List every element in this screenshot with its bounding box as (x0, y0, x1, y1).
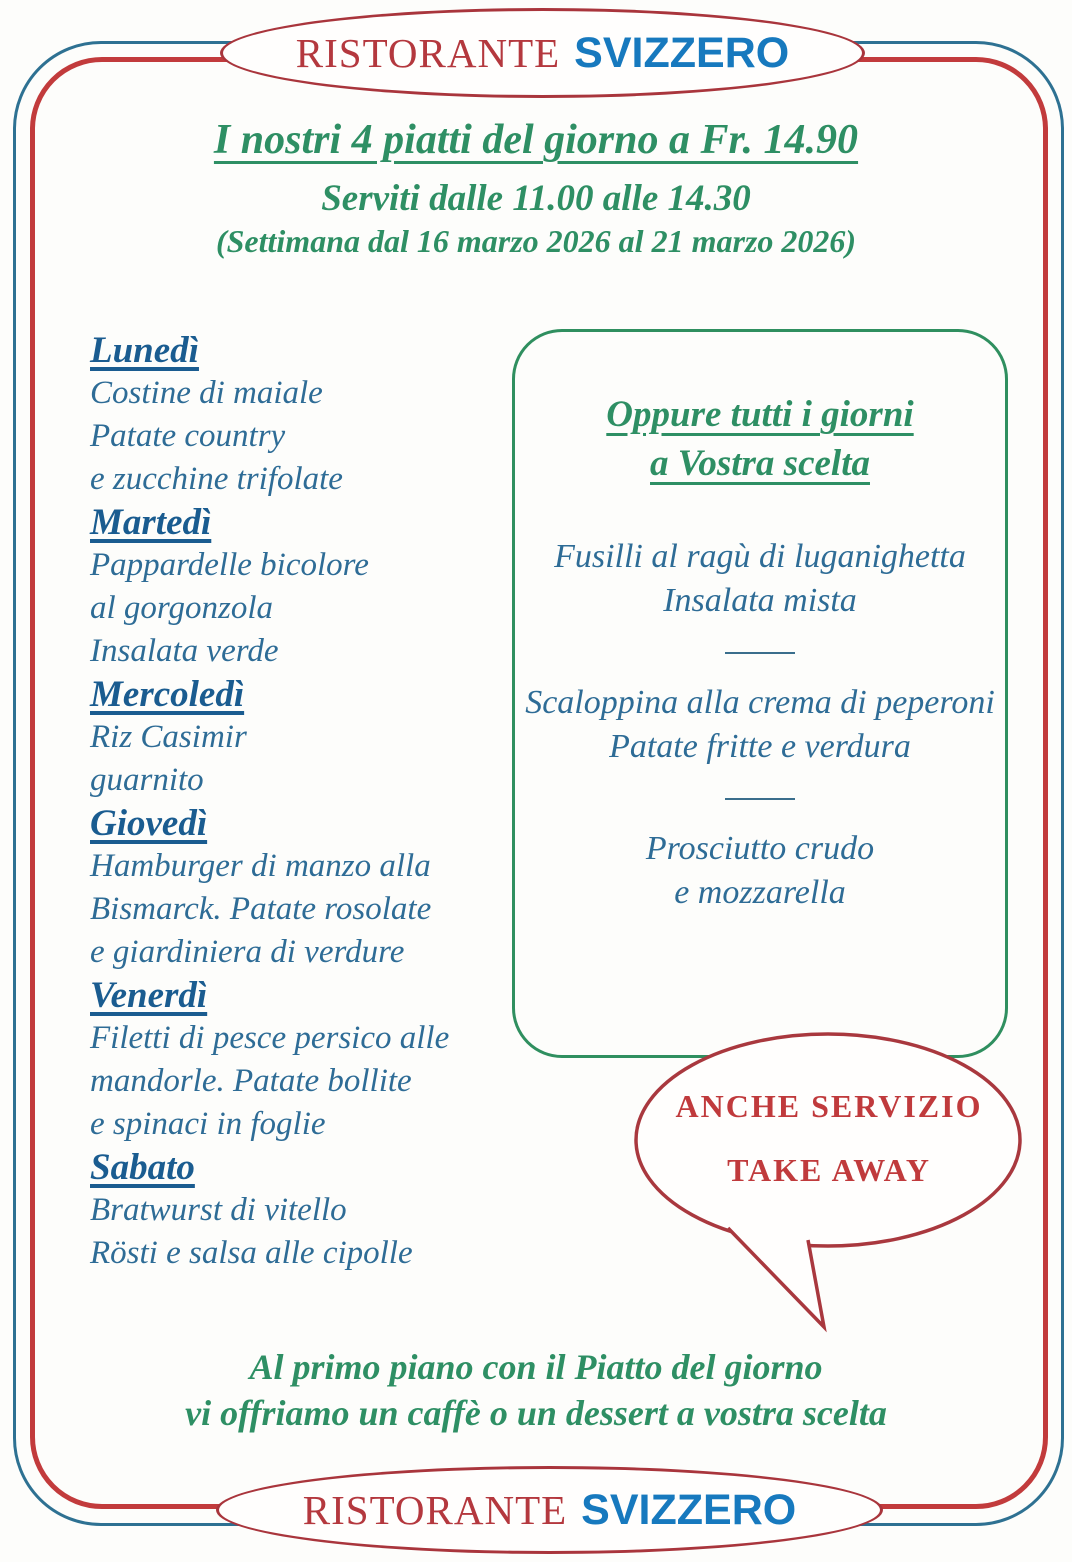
day-name: Sabato (90, 1147, 195, 1188)
option-group (515, 827, 1005, 915)
menu-title: I nostri 4 piatti del giorno a Fr. 14.90 (213, 117, 859, 163)
day-name: Lunedì (90, 330, 199, 371)
option-dish: Fusilli al ragù di luganighetta (554, 538, 966, 575)
option-dish: Patate fritte e verdura (609, 728, 911, 765)
dish-line: Bismarck. Patate rosolate (90, 891, 432, 927)
day-name: Giovedì (90, 803, 208, 844)
option-dish: Scaloppina alla crema di peperoni (525, 684, 995, 721)
everyday-options-box (512, 329, 1008, 1058)
dish-line: al gorgonzola (90, 590, 274, 626)
promo-line2: vi offriamo un caffè o un dessert a vostra scelta (185, 1393, 887, 1433)
restaurant-name-part2: SVIZZERO (574, 28, 790, 77)
dish-line: Costine di maiale (90, 375, 323, 411)
week-range: (Settimana dal 16 marzo 2026 al 21 marzo 2026) (215, 223, 857, 259)
dish-line: Insalata verde (90, 633, 279, 669)
dish-line: Pappardelle bicolore (90, 547, 369, 583)
dish-line: e zucchine trifolate (90, 461, 343, 497)
weekly-menu-list (90, 329, 522, 1275)
dish-line: Hamburger di manzo alla (90, 848, 431, 884)
serving-hours: Serviti dalle 11.00 alle 14.30 (321, 178, 751, 219)
dish-line: e spinaci in foglie (90, 1106, 326, 1142)
option-group (515, 681, 1005, 769)
divider (725, 652, 795, 654)
dish-line: Rösti e salsa alle cipolle (90, 1235, 413, 1271)
dish-line: Filetti di pesce persico alle (90, 1020, 450, 1056)
dish-line: Bratwurst di vitello (90, 1192, 347, 1228)
dish-line: guarnito (90, 762, 204, 798)
day-name: Venerdì (90, 975, 208, 1016)
takeaway-text-line1: ANCHE SERVIZIO (675, 1088, 983, 1124)
dish-line: Riz Casimir (90, 719, 247, 755)
dish-line: mandorle. Patate bollite (90, 1063, 412, 1099)
restaurant-badge-bottom (216, 1466, 883, 1554)
option-dish: e mozzarella (674, 874, 846, 911)
day-name: Mercoledì (90, 674, 245, 715)
restaurant-name-part1: RISTORANTE (295, 30, 561, 76)
restaurant-badge-top (220, 8, 865, 98)
restaurant-name-part2: SVIZZERO (581, 1485, 797, 1534)
dish-line: Patate country (90, 418, 286, 454)
day-name: Martedì (90, 502, 212, 543)
restaurant-name-part1: RISTORANTE (302, 1487, 568, 1533)
takeaway-text-line2: TAKE AWAY (727, 1152, 931, 1188)
promo-line1: Al primo piano con il Piatto del giorno (249, 1347, 823, 1387)
divider (725, 798, 795, 800)
option-dish: Insalata mista (663, 582, 857, 619)
dish-line: e giardiniera di verdure (90, 934, 405, 970)
everyday-options-title: Oppure tutti i giorni a Vostra scelta (606, 394, 914, 484)
option-dish: Prosciutto crudo (645, 830, 875, 867)
option-group (515, 535, 1005, 623)
